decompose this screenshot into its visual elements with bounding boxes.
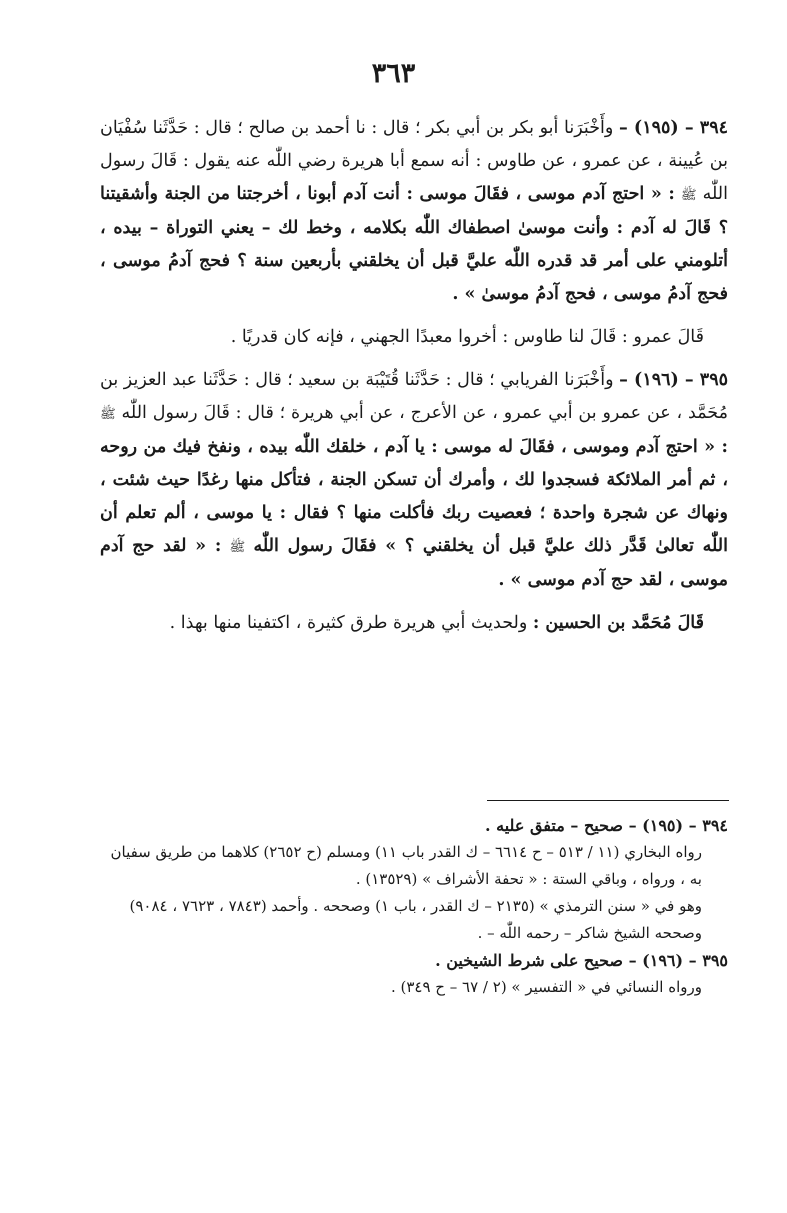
footnote-395-grade: ٣٩٥ – (١٩٦) – صحيح على شرط الشيخين . [435, 951, 728, 970]
footnote-394-source: رواه البخاري (١١ / ٥١٣ – ح ٦٦١٤ – ك القدر باب ١١) ومسلم (ح ٢٦٥٢) كلاهما من طريق سفيان به ، ورواه ، وباقي الستة : « تحفة الأشراف » (١٣٥٢٩) . [110, 843, 702, 888]
hadith-394-matn: : « احتج آدم موسى ، فقَالَ موسى : أنت آدم أبونا ، أخرجتنا من الجنة وأشقيتنا ؟ قَالَ له آدم : وأنت موسىٰ اصطفاك اللّٰه بكلامه ، وخط لك – يعني التوراة – بيده ، أتلومني على أمر قد قدره اللّٰه عليَّ قبل أن يخلقني بأربعين سنة ؟ فحج آدمُ موسى ، فحج آدمُ موسى ، فحج آدمُ موسىٰ » . [100, 184, 728, 304]
author-note-speaker: قَالَ مُحَمَّد بن الحسين : [532, 613, 704, 633]
hadith-394-chain: وأَخْبَرَنا أبو بكر بن أبي بكر ؛ قال : نا أحمد بن صالح ؛ قال : حَدَّثَنا سُفْيَان بن عُيينة ، عن عمرو ، عن طاوس : أنه سمع أبا هريرة رضي اللّٰه عنه يقول : قَالَ رسول اللّٰه [100, 118, 728, 204]
author-note-text: ولحديث أبي هريرة طرق كثيرة ، اكتفينا منها بهذا . [169, 613, 528, 633]
amr-statement: قَالَ عمرو : قَالَ لنا طاوس : أخروا معبدًا الجهني ، فإنه كان قدريًا . [230, 327, 704, 347]
footnote-395-source: ورواه النسائي في « التفسير » (٢ / ٦٧ – ح ٣٤٩) . [390, 978, 702, 996]
salutation-seal: ﷺ [229, 540, 246, 555]
footnotes [100, 812, 728, 1001]
page-number: ٣٦٣ [371, 58, 416, 89]
footnote-394-grade: ٣٩٤ – (١٩٥) – صحيح – متفق عليه . [485, 816, 728, 835]
main-text [100, 112, 728, 640]
salutation-seal: ﷺ [680, 188, 697, 203]
hadith-394 [100, 112, 728, 311]
hadith-395 [100, 364, 728, 597]
hadith-395-matn: : « احتج آدم وموسى ، فقَالَ له موسى : يا آدم ، خلقك اللّٰه بيده ، ونفخ فيك من روحه ، ثم أمر الملائكة فسجدوا لك ، وأمرك أن تسكن الجنة ، فتأكل منها رغدًا حيث شئت ، ونهاك عن شجرة واحدة ؛ فعصيت ربك فأكلت منها ؟ فقال : يا موسى ، ألم تعلم أن اللّٰه تعالىٰ قَدَّر ذلك عليَّ قبل أن يخلقني ؟ » فقَالَ رسول اللّٰه [100, 437, 728, 556]
hadith-395-chain: وأَخْبَرَنا الفريابي ؛ قال : حَدَّثَنا قُتَيْبَة بن سعيد ؛ قال : حَدَّثَنا عبد العزيز بن مُحَمَّد ، عن عمرو بن أبي عمرو ، عن الأعرج ، عن أبي هريرة ؛ قال : قَالَ رسول اللّٰه [100, 370, 728, 423]
hadith-395-number: ٣٩٥ – (١٩٦) – [619, 370, 728, 390]
footnote-394-tirmidhi: وهو في « سنن الترمذي » (٢١٣٥ – ك القدر ، باب ١) وصححه . وأحمد (٧٨٤٣ ، ٧٦٢٣ ، ٩٠٨٤) وصححه الشيخ شاكر – رحمه اللّٰه – . [129, 897, 702, 942]
footnote-separator [487, 800, 729, 801]
author-note [100, 607, 728, 640]
salutation-seal: ﷺ [100, 407, 116, 422]
hadith-395-ending: : « لقد حج آدم موسى ، لقد حج آدم موسى » . [100, 536, 728, 590]
hadith-394-number: ٣٩٤ – (١٩٥) – [618, 118, 728, 138]
